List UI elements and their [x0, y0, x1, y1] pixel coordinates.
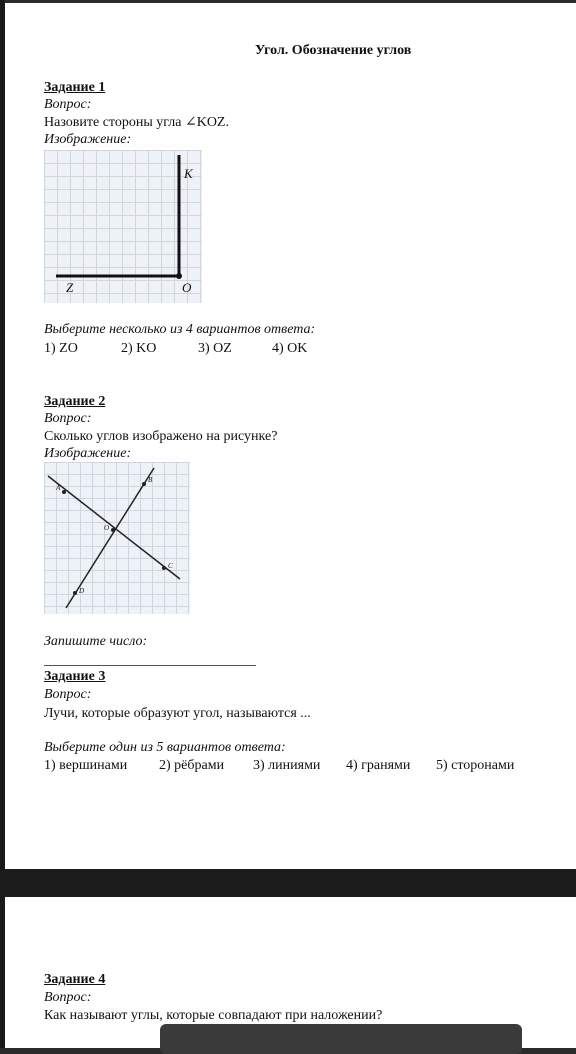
task-1-option-3[interactable]: 3) OZ — [198, 341, 232, 356]
label-a: A — [56, 484, 61, 492]
label-o: O — [182, 280, 192, 295]
label-k: K — [184, 166, 193, 181]
task-2-instruction: Запишите число: — [44, 634, 148, 649]
page-separator — [0, 869, 576, 897]
label-b: B — [148, 476, 153, 484]
label-d: D — [79, 587, 85, 595]
task-3-question: Лучи, которые образуют угол, называются ... — [44, 706, 311, 721]
task-2-figure — [44, 462, 190, 614]
task-1-header: Задание 1 — [44, 80, 106, 95]
task-2-question: Сколько углов изображено на рисунке? — [44, 429, 278, 444]
task-1-question: Назовите стороны угла ∠KOZ. — [44, 115, 229, 130]
task-1-figure — [44, 150, 202, 303]
task-1-instruction: Выберите несколько из 4 вариантов ответа: — [44, 322, 316, 337]
task-4-question: Как называют углы, которые совпадают при наложении? — [44, 1008, 383, 1023]
task-2-image-label: Изображение: — [44, 446, 132, 461]
task-3-header: Задание 3 — [44, 669, 106, 684]
task-3-question-label: Вопрос: — [44, 687, 92, 702]
label-c: C — [168, 562, 173, 570]
point-b — [142, 482, 146, 486]
point-c — [162, 566, 166, 570]
task-3-option-1[interactable]: 1) вершинами — [44, 758, 128, 773]
task-3-option-3[interactable]: 3) линиями — [253, 758, 321, 773]
point-o — [111, 528, 115, 532]
task-1-option-4[interactable]: 4) OK — [272, 341, 308, 356]
task-1-option-1[interactable]: 1) ZO — [44, 341, 78, 356]
point-d — [73, 591, 77, 595]
task-3-option-4[interactable]: 4) гранями — [346, 758, 411, 773]
label-z: Z — [66, 280, 74, 295]
point-a — [62, 490, 66, 494]
task-1-question-label: Вопрос: — [44, 97, 92, 112]
line-ac — [48, 476, 180, 579]
label-o: O — [104, 524, 110, 532]
task-4-question-label: Вопрос: — [44, 990, 92, 1005]
intersecting-lines-diagram — [44, 462, 190, 614]
task-3-option-5[interactable]: 5) сторонами — [436, 758, 515, 773]
task-2-header: Задание 2 — [44, 394, 106, 409]
task-3-instruction: Выберите один из 5 вариантов ответа: — [44, 740, 286, 755]
task-1-option-2[interactable]: 2) KO — [121, 341, 157, 356]
task-2-question-label: Вопрос: — [44, 411, 92, 426]
task-1-image-label: Изображение: — [44, 132, 132, 147]
task-3-option-2[interactable]: 2) рёбрами — [159, 758, 225, 773]
document-title: Угол. Обозначение углов — [255, 43, 412, 58]
task-4-header: Задание 4 — [44, 972, 106, 987]
task-2-answer-field[interactable] — [44, 665, 256, 666]
overlay-toast — [160, 1024, 522, 1054]
vertex-o — [176, 273, 182, 279]
